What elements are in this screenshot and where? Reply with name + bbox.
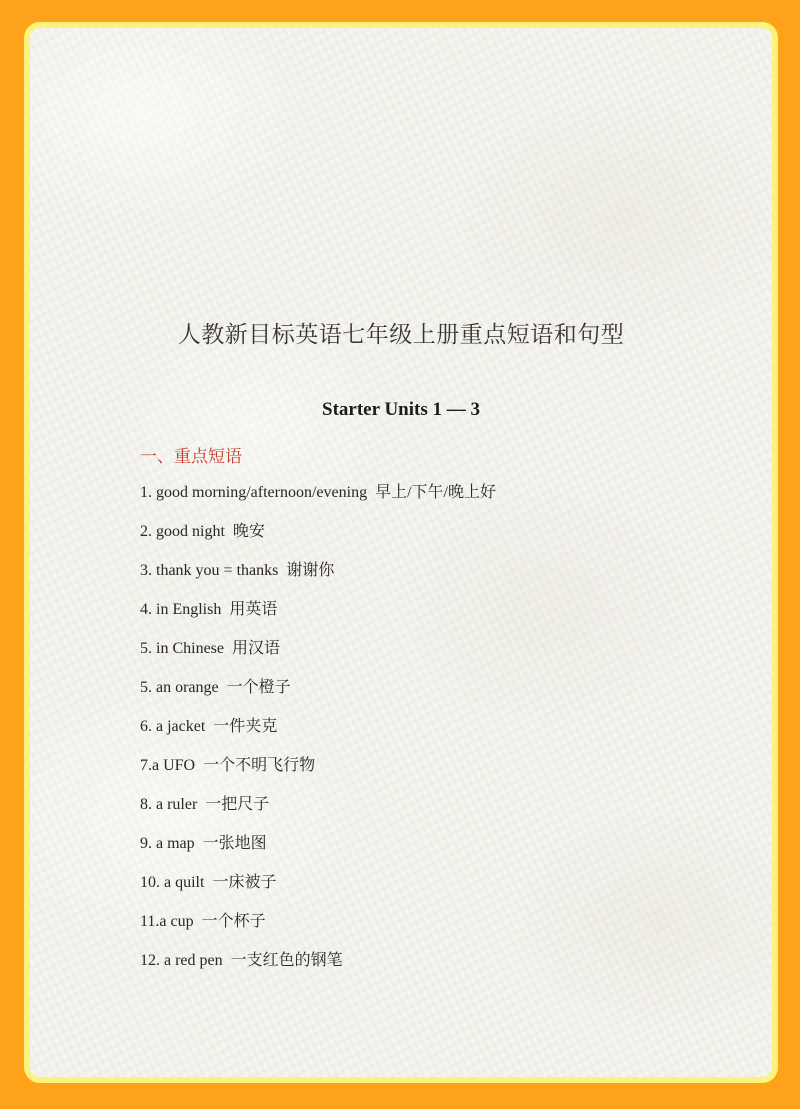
list-item: 2. good night 晚安 bbox=[140, 523, 265, 540]
list-item: 12. a red pen 一支红色的钢笔 bbox=[140, 952, 343, 969]
list-item: 3. thank you = thanks 谢谢你 bbox=[140, 562, 335, 579]
phrase-list bbox=[140, 473, 732, 980]
list-item: 7.a UFO 一个不明飞行物 bbox=[140, 757, 316, 774]
list-item: 1. good morning/afternoon/evening 早上/下午/晚上好 bbox=[140, 484, 496, 501]
list-item: 11.a cup 一个杯子 bbox=[140, 913, 266, 930]
document-title: 人教新目标英语七年级上册重点短语和句型 bbox=[177, 322, 625, 347]
paper-sheet bbox=[24, 22, 778, 1083]
list-item: 4. in English 用英语 bbox=[140, 601, 278, 618]
section-heading-key-phrases: 一、重点短语 bbox=[140, 447, 242, 466]
document-subtitle: Starter Units 1 — 3 bbox=[322, 399, 480, 420]
list-item: 10. a quilt 一床被子 bbox=[140, 874, 277, 891]
list-item: 8. a ruler 一把尺子 bbox=[140, 796, 270, 813]
list-item: 5. in Chinese 用汉语 bbox=[140, 640, 280, 657]
list-item: 6. a jacket 一件夹克 bbox=[140, 718, 278, 735]
list-item: 5. an orange 一个橙子 bbox=[140, 679, 291, 696]
list-item: 9. a map 一张地图 bbox=[140, 835, 267, 852]
